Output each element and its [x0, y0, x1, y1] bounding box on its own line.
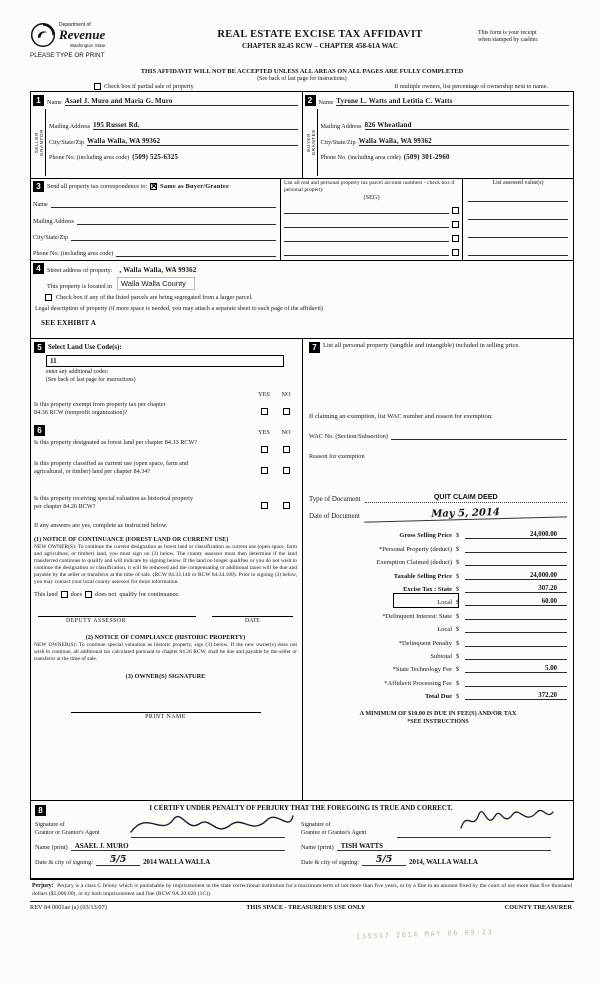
state-technology-fee-input[interactable]: 5.00 — [465, 665, 567, 673]
parcel-input-1[interactable] — [284, 213, 449, 214]
grantor-signing-date: 5/5 — [96, 854, 140, 866]
receipt-note-line2: when stamped by cashier. — [478, 37, 539, 44]
gross-selling-price-input[interactable]: 24,000.00 — [465, 531, 567, 539]
section-7-number: 7 — [309, 342, 320, 353]
corr-phone-label: Phone No. (including area code) — [33, 250, 114, 257]
current-use-question: Is this property classified as current use (open space, farm and agricultural, or timber) land per chapter 84.34? — [34, 459, 189, 475]
seller-mailing-value: 195 Russet Rd. — [93, 122, 297, 130]
reason-label: Reason for exemption — [309, 453, 365, 460]
county-value: Walla Walla County — [117, 277, 195, 290]
seller-grantor-box — [31, 92, 303, 178]
notice-compliance-body: NEW OWNER(S): To continue special valuation as historic property, sign (3) below. If the new owner(s) does not wish to continue, all additional tax calculated pursuant to chapter 84.26 RCW, shall be due and payable by the seller or transferor at the time of sale. — [34, 641, 297, 662]
receipt-note-line1: This form is your receipt — [478, 30, 537, 36]
no-header-2: NO — [281, 428, 291, 436]
type-of-document-label: Type of Document — [309, 496, 361, 503]
section-8-number: 8 — [35, 805, 46, 816]
current-use-yes-checkbox[interactable] — [261, 467, 268, 474]
parcel-input-2[interactable] — [284, 227, 449, 228]
date-of-document-value: May 5, 2014 — [364, 505, 567, 522]
yes-header-2: YES — [258, 428, 270, 436]
grantor-name-print-value: ASAEL J. MURO — [71, 842, 285, 851]
grantee-signing-date: 5/5 — [362, 854, 406, 866]
corr-name-input[interactable] — [51, 207, 276, 208]
total-due-input[interactable]: 372.20 — [465, 692, 567, 700]
assessed-value-input-2[interactable] — [468, 219, 568, 220]
no-header: NO — [281, 390, 291, 398]
grantee-signature-block — [301, 822, 567, 866]
same-as-buyer-label: Same as Buyer/Grantee — [160, 183, 229, 190]
treasurer-space-label: THIS SPACE - TREASURER'S USE ONLY — [246, 904, 366, 912]
owners-signature-title: (3) OWNER(S) SIGNATURE — [125, 672, 206, 680]
multiple-owners-note: If multiple owners, list percentage of ownership next to name. — [394, 83, 548, 90]
excise-tax-local-input[interactable]: 60.00 — [465, 598, 567, 606]
parcel-numbers-column — [281, 179, 463, 260]
seller-name-label: Name — [47, 99, 62, 106]
see-back-note: (See back of last page for instructions) — [257, 76, 347, 82]
partial-sale-label: Check box if partial sale of property — [104, 83, 194, 90]
assessed-values-header: List assessed value(s) — [492, 180, 544, 186]
grantor-signing-city: 2014 WALLA WALLA — [143, 858, 211, 866]
parcel-personal-checkbox-4[interactable] — [452, 249, 459, 256]
taxable-selling-price-row: Taxable Selling Price $ 24,000.00 — [309, 566, 567, 579]
exempt-yes-checkbox[interactable] — [261, 408, 268, 415]
section-5-number: 5 — [34, 342, 45, 353]
grantee-name-print-label: Name (print) — [301, 843, 334, 851]
form-footer — [30, 879, 574, 941]
revenue-swirl-icon — [30, 22, 56, 48]
middle-two-column-area — [30, 339, 574, 801]
seller-citystatezip-label: City/State/Zip — [49, 139, 85, 146]
correspondence-parcels-section — [30, 179, 574, 261]
grantee-signature-line[interactable] — [397, 828, 551, 838]
deputy-date-line: DATE — [212, 616, 293, 624]
historic-question: Is this property receiving special valuation as historical property per chapter 84.26 RCW? — [34, 494, 194, 510]
corr-phone-input[interactable] — [116, 256, 276, 257]
grantor-name-print-label: Name (print) — [35, 843, 68, 851]
tax-computation-column — [303, 339, 573, 800]
qualify-row: This land does does not qualify for continuance. — [34, 590, 180, 598]
forest-land-question: Is this property designated as forest land per chapter 84.33 RCW? — [34, 438, 198, 446]
assessed-value-input-1[interactable] — [468, 201, 568, 202]
forest-yes-checkbox[interactable] — [261, 446, 268, 453]
section-4-number: 4 — [33, 263, 44, 274]
same-as-buyer-checkbox[interactable] — [150, 183, 157, 190]
header-left — [30, 22, 162, 68]
partial-sale-checkbox[interactable] — [94, 83, 101, 90]
parcel-personal-checkbox-1[interactable] — [452, 207, 459, 214]
does-not-qualify-checkbox[interactable] — [85, 591, 92, 598]
assessed-value-input-3[interactable] — [468, 237, 568, 238]
grantor-signature-label: Signature of Grantor or Grantor's Agent — [35, 822, 100, 836]
segregated-label: Check box if any of the listed parcels are being segregated from a larger parcel. — [56, 294, 253, 301]
historic-no-checkbox[interactable] — [283, 502, 290, 509]
excise-tax-state-input[interactable]: 307.20 — [465, 585, 567, 593]
seller-phone-label: Phone No. (including area code) — [49, 154, 130, 161]
chapter-subtitle: CHAPTER 82.45 RCW – CHAPTER 458-61A WAC — [242, 42, 398, 50]
pre-row — [30, 83, 574, 91]
buyer-citystatezip-value: Walla Walla, WA 99362 — [359, 138, 569, 146]
gross-selling-price-row: Gross Selling Price $ 24,000.00 — [309, 526, 567, 539]
money-table — [309, 526, 567, 700]
buyer-grantee-vertical-label: BUYER GRANTEE — [305, 109, 318, 176]
department-of-label: Department of — [59, 22, 91, 28]
affidavit-processing-fee-row: *Affidavit Processing Fee $ — [309, 673, 567, 686]
corr-mailing-input[interactable] — [77, 224, 276, 225]
perjury-label: Perjury: — [32, 883, 54, 889]
land-use-title: Select Land Use Code(s): — [48, 344, 122, 351]
land-use-column — [31, 339, 303, 800]
exemption-intro: If claiming an exemption, list WAC number and reason for exemption: — [309, 413, 493, 420]
section-6-number: 6 — [34, 425, 45, 436]
print-name-line: PRINT NAME — [71, 712, 261, 720]
historic-yes-checkbox[interactable] — [261, 502, 268, 509]
revenue-label: Revenue — [59, 27, 106, 42]
seller-phone-value: (509) 525-6325 — [132, 154, 179, 161]
street-address-value: , Walla Walla, WA 99362 — [119, 267, 197, 274]
taxable-selling-price-input[interactable]: 24,000.00 — [465, 572, 567, 580]
exemption-claimed-row: Exemption Claimed (deduct) $ — [309, 553, 567, 566]
exempt-question: Is this property exempt from property tax per chapter 84.36 RCW (nonprofit organization)? — [34, 400, 166, 416]
corr-citystatezip-input[interactable] — [71, 240, 276, 241]
see-back-label: (See back of last page for instructions) — [46, 376, 136, 383]
minimum-fee-note: A MINIMUM OF $10.00 IS DUE IN FEE(S) AND/OR TAX — [359, 710, 517, 718]
corr-citystatezip-label: City/State/Zip — [33, 233, 69, 241]
wac-label: WAC No. (Section/Subsection) — [309, 433, 388, 440]
seller-citystatezip-value: Walla Walla, WA 99362 — [87, 138, 297, 146]
located-in-label: This property is located in — [47, 283, 112, 290]
form-title: REAL ESTATE EXCISE TAX AFFIDAVIT — [217, 29, 423, 40]
current-use-no-checkbox[interactable] — [283, 467, 290, 474]
header-center — [162, 22, 478, 68]
rev-form-number: REV 84 0001ae (a) (03/13/07) — [30, 904, 107, 912]
delinquent-interest-state-row: *Delinquent Interest: State $ — [309, 606, 567, 619]
buyer-phone-label: Phone No. (including area code) — [320, 154, 401, 161]
seg-label: (SEG) — [363, 194, 380, 202]
deputy-assessor-row — [34, 616, 297, 624]
dept-revenue-logo — [30, 22, 162, 48]
logo-text — [59, 22, 105, 48]
state-technology-fee-row: *State Technology Fee $ 5.00 — [309, 660, 567, 673]
notice-compliance-title: (2) NOTICE OF COMPLIANCE (HISTORIC PROPERTY) — [85, 633, 246, 641]
buyer-name-value: Tyrone L. Watts and Letitia C. Watts — [336, 98, 569, 106]
deputy-assessor-line: DEPUTY ASSESSOR — [38, 616, 196, 624]
parties-section — [30, 91, 574, 179]
notice-continuance-title: (1) NOTICE OF CONTINUANCE (FOREST LAND OR CURRENT USE) — [34, 536, 229, 543]
section-3-number: 3 — [33, 181, 44, 192]
personal-property-label: List all personal property (tangible and intangible) included in selling price. — [323, 342, 520, 349]
grantee-date-city-label: Date & city of signing: — [301, 858, 360, 866]
excise-tax-local-row: Local $ 60.00 — [309, 593, 567, 606]
parcel-numbers-header: List all real and personal property tax parcel account numbers - check box if personal property — [284, 180, 455, 193]
exempt-no-checkbox[interactable] — [283, 408, 290, 415]
additional-codes-label: enter any additional codes: — [46, 369, 109, 375]
total-due-row: Total Due $ 372.20 — [309, 687, 567, 700]
parcel-input-3[interactable] — [284, 241, 449, 242]
form-header — [30, 22, 574, 68]
footer-row — [30, 901, 574, 911]
buyer-mailing-label: Mailing Address — [320, 123, 362, 130]
certification-section — [30, 801, 574, 879]
legal-description-value: SEE EXHIBIT A — [41, 319, 97, 327]
parcel-personal-checkbox-3[interactable] — [452, 235, 459, 242]
date-of-document-label: Date of Document — [309, 513, 360, 520]
delinquent-penalty-row: *Delinquent Penalty $ — [309, 633, 567, 646]
type-of-document-value: QUIT CLAIM DEED — [365, 492, 567, 503]
segregated-checkbox[interactable] — [45, 294, 52, 301]
perjury-text: Perjury is a class C felony which is punishable by imprisonment in the state correctional institution for a maximum term of not more than five years, or by a fine in an amount fixed by the court of not more than five thousand dollars ($5,000.00), or by both imprisonment and fine (RCW 9A.20.020 (1C)). — [32, 883, 572, 897]
yes-header: YES — [258, 390, 270, 398]
certify-statement: I CERTIFY UNDER PENALTY OF PERJURY THAT THE FOREGOING IS TRUE AND CORRECT. — [149, 805, 453, 812]
warning-line: THIS AFFIDAVIT WILL NOT BE ACCEPTED UNLESS ALL AREAS ON ALL PAGES ARE FULLY COMPLETED — [140, 68, 464, 75]
buyer-grantee-box — [303, 92, 574, 178]
grantee-name-print-value: TISH WATTS — [337, 842, 551, 851]
section-2-number: 2 — [305, 95, 316, 106]
legal-description-label: Legal description of property (if more space is needed, you may attach a separate sheet to each page of the affidavit) — [35, 305, 323, 312]
subtotal-row: Subtotal $ — [309, 647, 567, 660]
cashier-stamp: 135517 2014 MAY 06 09:23 — [355, 928, 494, 941]
grantor-date-city-label: Date & city of signing: — [35, 858, 94, 866]
personal-property-deduct-row: *Personal Property (deduct) $ — [309, 539, 567, 552]
notice-continuance-body: NEW OWNER(S): To continue the current designation as forest land or classification as current use (open space, farm and agriculture, or timber) land, you must sign on (3) below. The county assessor must then determine if the land transferred continues to qualify and will indicate by signing below. If the land no longer qualifies or you do not wish to continue the designation or classification, it will be removed and the compensating or additional taxes will be due and payable by the seller or transferor at the time of sale. (RCW 84.33.140 or RCW 84.34.108). Prior to signing (3) below, you may contact your local county assessor for more information. — [34, 543, 297, 585]
forest-no-checkbox[interactable] — [283, 446, 290, 453]
parcel-personal-checkbox-2[interactable] — [452, 221, 459, 228]
excise-tax-state-row: Excise Tax : State $ 307.20 — [309, 580, 567, 593]
grantee-signing-city: 2014, WALLA WALLA — [409, 858, 478, 866]
seller-grantor-vertical-label: SELLER GRANTOR — [33, 109, 46, 176]
seller-mailing-label: Mailing Address — [49, 123, 91, 130]
corr-name-label: Name — [33, 201, 48, 209]
county-treasurer-label: COUNTY TREASURER — [504, 904, 572, 912]
property-location-section — [30, 261, 574, 339]
correspondence-column — [31, 179, 281, 260]
buyer-name-label: Name — [318, 99, 334, 106]
assessed-values-column — [463, 179, 573, 260]
washington-state-label: Washington State — [69, 43, 106, 48]
section-1-number: 1 — [33, 95, 44, 106]
see-instructions-note: *SEE INSTRUCTIONS — [407, 719, 469, 726]
buyer-phone-value: (509) 301-2960 — [403, 154, 450, 161]
send-correspondence-label: Send all property tax correspondence to: — [47, 183, 148, 190]
assessed-value-input-4[interactable] — [468, 255, 568, 256]
perjury-note — [30, 883, 574, 898]
receipt-note — [478, 22, 574, 68]
seller-name-value: Asael J. Muro and Maria G. Muro — [65, 98, 298, 106]
street-address-label: Street address of property: — [47, 267, 113, 274]
does-qualify-checkbox[interactable] — [61, 591, 68, 598]
parcel-input-4[interactable] — [284, 255, 449, 256]
if-yes-note: If any answers are yes, complete as instructed below. — [34, 521, 168, 529]
grantor-signature-line[interactable] — [131, 828, 285, 838]
buyer-mailing-value: 826 Wheatland — [365, 122, 569, 130]
grantee-signature-label: Signature of Grantee or Grantee's Agent — [301, 822, 367, 836]
corr-mailing-label: Mailing Address — [33, 217, 75, 225]
land-use-code-input[interactable]: 11 — [46, 355, 284, 367]
grantor-signature-block — [35, 822, 301, 866]
please-type-label: PLEASE TYPE OR PRINT — [30, 52, 105, 59]
buyer-citystatezip-label: City/State/Zip — [320, 139, 356, 146]
wac-input[interactable] — [391, 439, 567, 440]
delinquent-interest-local-row: Local $ — [309, 620, 567, 633]
